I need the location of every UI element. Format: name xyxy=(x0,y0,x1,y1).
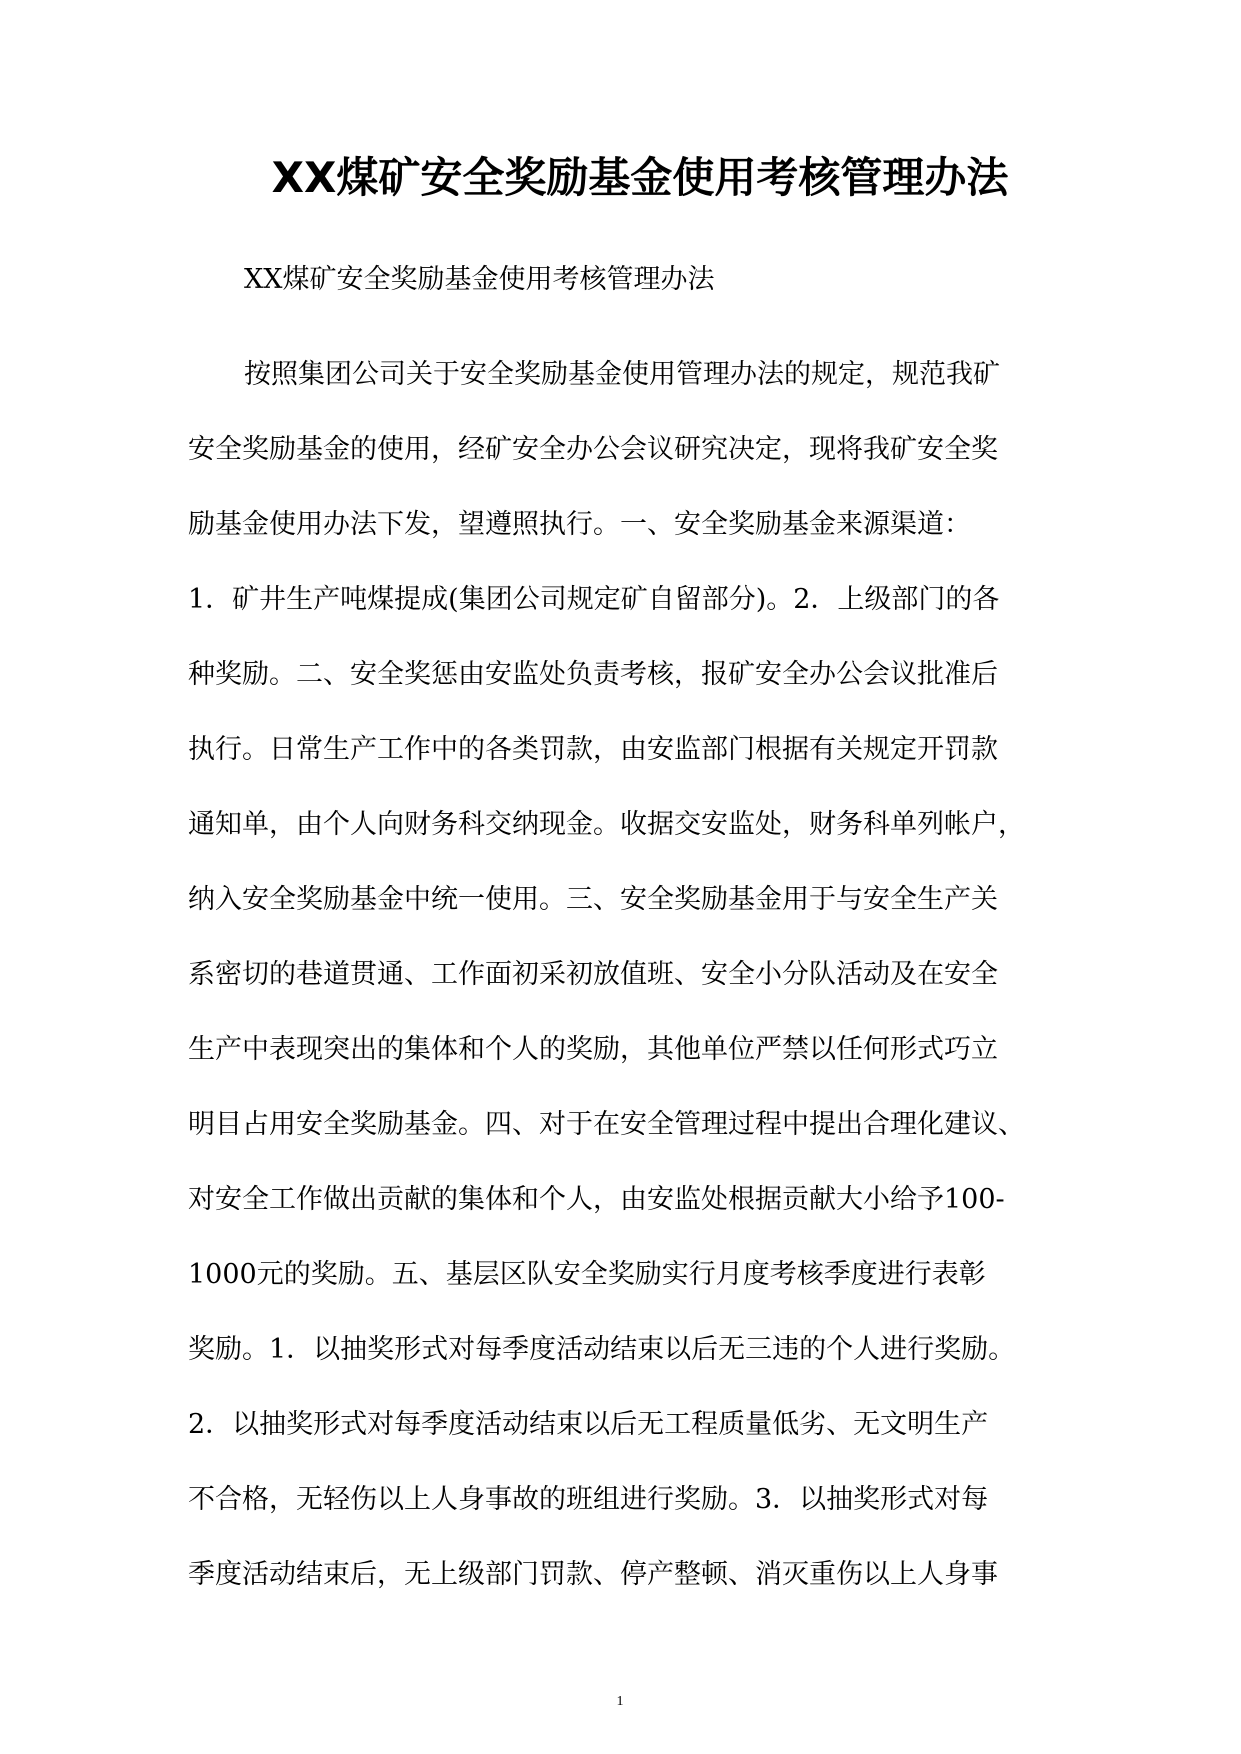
body-line: 系密切的巷道贯通、工作面初采初放值班、安全小分队活动及在安全 xyxy=(188,959,998,990)
document-title: XX煤矿安全奖励基金使用考核管理办法 xyxy=(271,153,1009,202)
body-line: 生产中表现突出的集体和个人的奖励，其他单位严禁以任何形式巧立 xyxy=(188,1034,998,1065)
body-line: 励基金使用办法下发，望遵照执行。一、安全奖励基金来源渠道： xyxy=(188,509,971,540)
body-line: 按照集团公司关于安全奖励基金使用管理办法的规定，规范我矿 xyxy=(244,359,1000,390)
page-number: 1 xyxy=(616,1694,624,1709)
body-line: 明目占用安全奖励基金。四、对于在安全管理过程中提出合理化建议、 xyxy=(188,1109,1025,1140)
body-line: 纳入安全奖励基金中统一使用。三、安全奖励基金用于与安全生产关 xyxy=(188,884,998,915)
document-subtitle: XX煤矿安全奖励基金使用考核管理办法 xyxy=(244,264,715,295)
body-line: 2．以抽奖形式对每季度活动结束以后无工程质量低劣、无文明生产 xyxy=(188,1409,989,1440)
body-line: 种奖励。二、安全奖惩由安监处负责考核，报矿安全办公会议批准后 xyxy=(188,659,998,690)
body-line: 1．矿井生产吨煤提成(集团公司规定矿自留部分)。2．上级部门的各 xyxy=(188,584,1000,615)
body-line: 奖励。1．以抽奖形式对每季度活动结束以后无三违的个人进行奖励。 xyxy=(188,1334,1016,1365)
body-line: 安全奖励基金的使用，经矿安全办公会议研究决定，现将我矿安全奖 xyxy=(188,434,998,465)
body-line: 对安全工作做出贡献的集体和个人，由安监处根据贡献大小给予100- xyxy=(188,1184,1005,1215)
document-body xyxy=(188,337,1048,1612)
body-line: 执行。日常生产工作中的各类罚款，由安监部门根据有关规定开罚款 xyxy=(188,734,998,765)
body-line: 季度活动结束后，无上级部门罚款、停产整顿、消灭重伤以上人身事 xyxy=(188,1559,998,1590)
body-line: 不合格，无轻伤以上人身事故的班组进行奖励。3．以抽奖形式对每 xyxy=(188,1484,989,1515)
body-line: 通知单，由个人向财务科交纳现金。收据交安监处，财务科单列帐户， xyxy=(188,809,1025,840)
body-line: 1000元的奖励。五、基层区队安全奖励实行月度考核季度进行表彰 xyxy=(188,1259,986,1290)
